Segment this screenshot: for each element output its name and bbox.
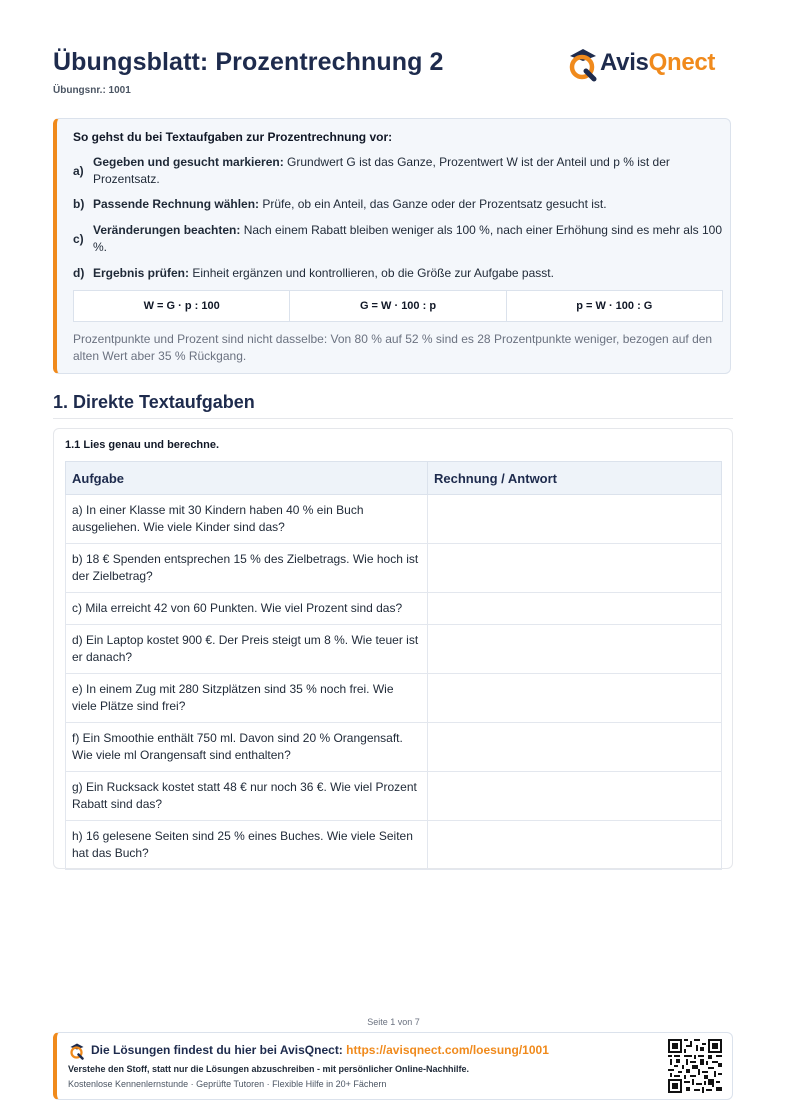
logo-wordmark: AvisQnect [600, 49, 716, 76]
logo-q-icon [68, 1042, 86, 1060]
step-c [73, 222, 723, 256]
table-row [66, 544, 722, 593]
section-divider [53, 418, 733, 419]
instructions-box [53, 118, 731, 374]
task-box [53, 428, 733, 869]
task-cell: g) Ein Rucksack kostet statt 48 € nur noch 36 €. Wie viel Prozent Rabatt sind das? [66, 772, 428, 821]
task-cell: e) In einem Zug mit 280 Sitzplätzen sind 35 % noch frei. Wie viele Plätze sind frei? [66, 674, 428, 723]
footer-features: Kostenlose Kennenlernstunde · Geprüfte Tutoren · Flexible Hilfe in 20+ Fächern [68, 1079, 387, 1089]
answer-cell[interactable] [428, 495, 722, 544]
task-cell: h) 16 gelesene Seiten sind 25 % eines Buches. Wie viele Seiten hat das Buch? [66, 821, 428, 870]
task-cell: b) 18 € Spenden entsprechen 15 % des Zielbetrags. Wie hoch ist der Zielbetrag? [66, 544, 428, 593]
step-text: Veränderungen beachten: Nach einem Rabatt bleiben weniger als 100 %, nach einer Erhöhung sind es mehr als 100 %. [93, 223, 722, 254]
column-header-task: Aufgabe [66, 462, 428, 495]
table-row [66, 772, 722, 821]
table-row [66, 625, 722, 674]
step-b [73, 196, 723, 213]
instructions-heading: So gehst du bei Textaufgaben zur Prozentrechnung vor: [73, 130, 393, 144]
percent-points-note: Prozentpunkte und Prozent sind nicht dasselbe: Von 80 % auf 52 % sind es 28 Prozentpunkte weniger, bezogen auf den alten Wert aber 35 % Rückgang. [73, 332, 713, 363]
table-header-row [66, 462, 722, 495]
task-heading: 1.1 Lies genau und berechne. [65, 439, 220, 451]
task-cell: a) In einer Klasse mit 30 Kindern haben 40 % ein Buch ausgeliehen. Wie viele Kinder sind das? [66, 495, 428, 544]
answer-cell[interactable] [428, 723, 722, 772]
step-text: Ergebnis prüfen: Einheit ergänzen und kontrollieren, ob die Größe zur Aufgabe passt. [93, 266, 554, 280]
solutions-footer [53, 1032, 733, 1100]
exercise-number: Übungsnr.: 1001 [53, 85, 131, 96]
step-label: a) [73, 164, 84, 178]
formula-table [73, 290, 723, 322]
task-cell: c) Mila erreicht 42 von 60 Punkten. Wie viel Prozent sind das? [66, 593, 428, 625]
answer-cell[interactable] [428, 544, 722, 593]
answer-cell[interactable] [428, 674, 722, 723]
step-label: c) [73, 232, 84, 246]
step-text: Gegeben und gesucht markieren: Grundwert G ist das Ganze, Prozentwert W ist der Anteil und p % ist der Prozentsatz. [93, 155, 670, 186]
table-row [66, 821, 722, 870]
task-cell: f) Ein Smoothie enthält 750 ml. Davon sind 20 % Orangensaft. Wie viele ml Orangensaft sind enthalten? [66, 723, 428, 772]
page-title: Übungsblatt: Prozentrechnung 2 [53, 48, 444, 76]
section-title: 1. Direkte Textaufgaben [53, 392, 255, 412]
step-a [73, 154, 723, 188]
formula-w: W = G · p : 100 [74, 291, 290, 321]
table-row [66, 495, 722, 544]
answer-cell[interactable] [428, 821, 722, 870]
avisqnect-logo [566, 46, 736, 84]
answer-cell[interactable] [428, 772, 722, 821]
answer-cell[interactable] [428, 593, 722, 625]
column-header-answer: Rechnung / Antwort [428, 462, 722, 495]
footer-tagline: Verstehe den Stoff, statt nur die Lösungen abzuschreiben - mit persönlicher Online-Nachhilfe. [68, 1064, 470, 1074]
formula-g: G = W · 100 : p [290, 291, 506, 321]
footer-solutions-text: Die Lösungen findest du hier bei AvisQnect: https://avisqnect.com/loesung/1001 [91, 1043, 549, 1057]
task-cell: d) Ein Laptop kostet 900 €. Der Preis steigt um 8 %. Wie teuer ist er danach? [66, 625, 428, 674]
logo-q-icon [566, 46, 600, 82]
table-row [66, 723, 722, 772]
step-label: b) [73, 197, 85, 211]
formula-p: p = W · 100 : G [576, 300, 653, 312]
step-d [73, 265, 723, 282]
answer-cell[interactable] [428, 625, 722, 674]
page-number: Seite 1 von 7 [367, 1017, 420, 1027]
step-text: Passende Rechnung wählen: Prüfe, ob ein Anteil, das Ganze oder der Prozentsatz gesucht ist. [93, 197, 607, 211]
task-table [65, 461, 722, 870]
solutions-link[interactable]: https://avisqnect.com/loesung/1001 [346, 1043, 549, 1057]
table-row [66, 593, 722, 625]
qr-code-icon [668, 1039, 722, 1093]
step-label: d) [73, 266, 85, 280]
table-row [66, 674, 722, 723]
